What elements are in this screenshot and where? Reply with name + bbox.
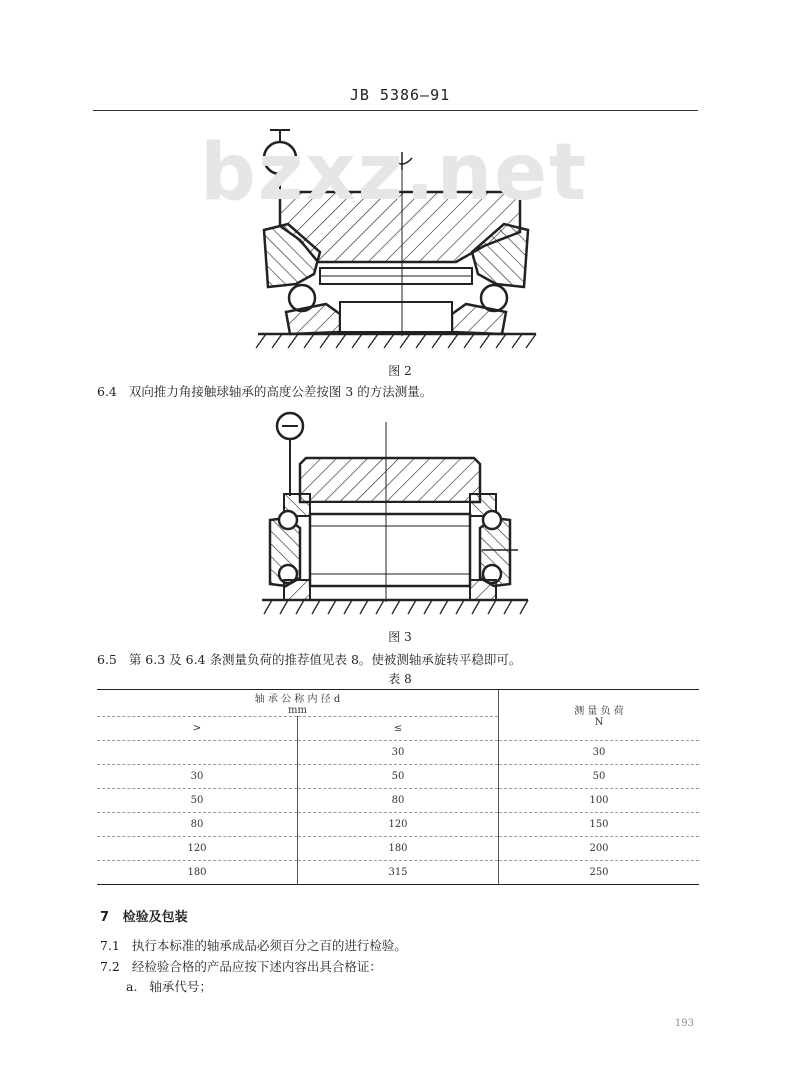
cell-load: 50 [499,765,700,789]
cell-le: 30 [298,741,499,765]
table-row [97,741,699,765]
cell-gt: 30 [97,765,298,789]
cell-load: 150 [499,813,700,837]
table-head-load-label: 测 量 负 荷 [574,706,624,717]
cell-gt: 80 [97,813,298,837]
cell-load: 30 [499,741,700,765]
watermark: bzxz.net [200,128,589,218]
cell-le: 120 [298,813,499,837]
table-row [97,861,699,885]
table-head-load-unit: N [594,717,604,728]
cell-le: 50 [298,765,499,789]
page-number: 193 [674,1018,694,1029]
clause-6-4-text: 双向推力角接触球轴承的高度公差按图 3 的方法测量。 [128,384,433,399]
table-head-bore-label: 轴 承 公 称 内 径 d [254,694,341,705]
table-8 [97,689,699,885]
figure-2-caption: 图 2 [388,364,412,378]
table-8-title: 表 8 [388,672,412,686]
cell-gt: 180 [97,861,298,885]
cell-load: 200 [499,837,700,861]
table-row [97,765,699,789]
cell-gt: 50 [97,789,298,813]
clause-7-1-number: 7.1 [100,938,120,953]
cell-gt: 120 [97,837,298,861]
cell-le: 180 [298,837,499,861]
clause-7-1-text: 执行本标准的轴承成品必须百分之百的进行检验。 [131,938,407,953]
list-item-a-text: 轴承代号； [149,979,212,994]
cell-load: 250 [499,861,700,885]
table-row [97,789,699,813]
cell-load: 100 [499,789,700,813]
table-head-gt: > [97,717,298,741]
section-7-number: 7 [100,910,110,925]
figure-3-drawing [262,408,532,624]
table-row [97,813,699,837]
table-head-bore [97,690,499,717]
section-7-title: 检验及包装 [122,910,188,925]
table-row [97,837,699,861]
clause-7-2-text: 经检验合格的产品应按下述内容出具合格证： [131,959,382,974]
clause-6-5-text: 第 6.3 及 6.4 条测量负荷的推荐值见表 8。使被测轴承旋转平稳即可。 [128,652,522,667]
table-head-le: ≤ [298,717,499,741]
clause-7-2-number: 7.2 [100,959,120,974]
clause-6-5-number: 6.5 [97,652,117,667]
table-head-load [499,690,700,741]
clause-6-4-number: 6.4 [97,384,117,399]
figure-3-caption: 图 3 [388,630,412,644]
cell-le: 80 [298,789,499,813]
table-head-bore-unit: mm [288,705,307,716]
cell-le: 315 [298,861,499,885]
header-rule [93,110,698,111]
standard-header: JB 5386—91 [349,86,451,104]
cell-gt [97,741,298,765]
list-item-a-label: a. [126,979,138,994]
